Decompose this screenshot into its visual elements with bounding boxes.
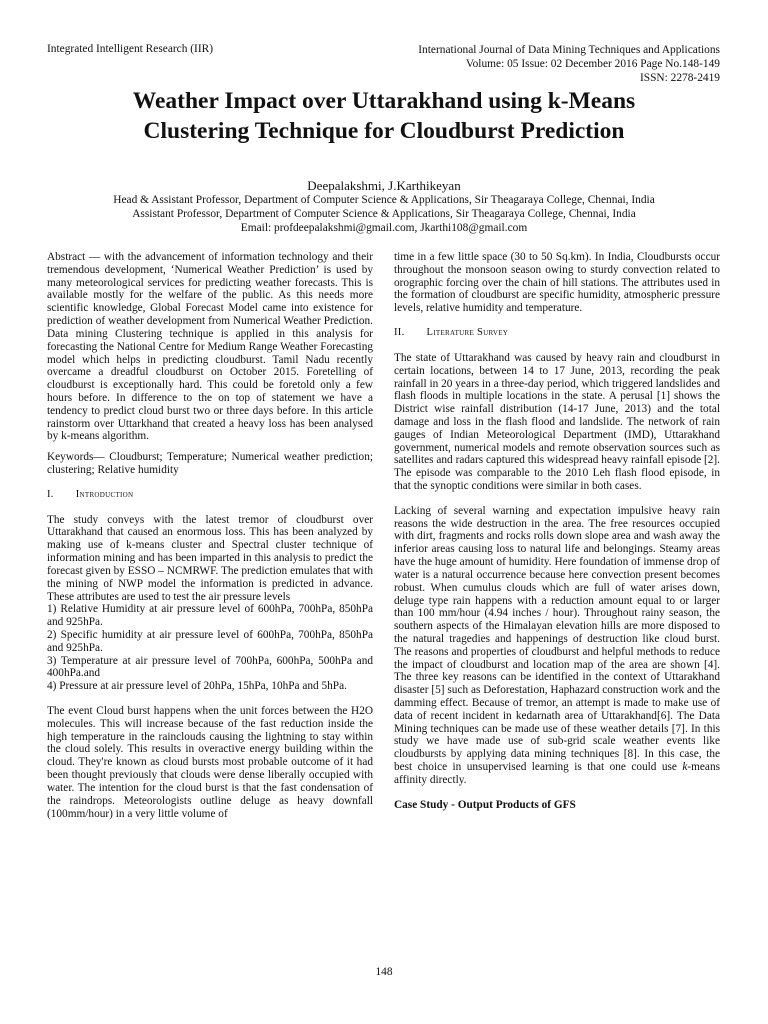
header-right	[418, 43, 720, 86]
affiliation-1: Head & Assistant Professor, Department of Computer Science & Applications, Sir Theagaraya College, Chennai, India	[113, 194, 655, 206]
affiliations	[40, 194, 728, 235]
abstract: Abstract — with the advancement of information technology and their tremendous development, ‘Numerical Weather Prediction’ is used by many meteorological services for predicting weather forecasts. This is available mostly for the welfare of the public. As this needs more scientific knowledge, Global Forecast Model came into existence for prediction of weather development from Numerical Weather Prediction. Data mining Clustering technique is applied in this analysis for forecasting the National Centre for Medium Range Weather Forecasting model which helps in predicting cloudburst. Tamil Nadu recently overcame a dreadful cloudburst on October 2015. Foretelling of cloudburst is exceptionally hard. This could be foretold only a few hours before. In difference to the on top of statement we have a tendency to predict cloud burst two or three days before. In this article rainstorm over Uttarkhand that created a heavy loss has been analysed by k-means algorithm.	[47, 251, 373, 443]
keywords: Keywords— Cloudburst; Temperature; Numerical weather prediction; clustering; Relative humidity	[47, 451, 373, 476]
section-heading-introduction	[47, 489, 373, 502]
list-item: 4) Pressure at air pressure level of 20hPa, 15hPa, 10hPa and 5hPa.	[47, 680, 347, 693]
italic-k: k-	[682, 761, 692, 774]
literature-paragraph-1: The state of Uttarakhand was caused by heavy rain and cloudburst in certain locations, between 14 to 17 June, 2013, recording the peak rainfall in 20 years in a three-day period, which triggered landslides and flash floods in multiple locations in the state. A perusal [1] shows the District wise rainfall distribution (14-17 June, 2013) and the total damage and loss in the flash flood and landslide. The network of rain gauges of Indian Meteorological Department (IMD), Uttarakhand government, numerical models and remote observation sources such as satellites and radars captured this widespread heavy rainfall episode [2]. The episode was comparable to the 2010 Leh flash flood episode, in that the synoptic conditions were similar in both cases.	[394, 351, 720, 492]
paper-title	[40, 86, 728, 146]
intro-paragraph-2: The event Cloud burst happens when the unit forces between the H2O molecules. This will increase because of the fast reduction inside the high temperature in the rainclouds causing the lightning to stay within the cloud solely. This results in overactive energy building within the cloud. They're known as cloud bursts most probable outcome of it had been thought previously that clouds were dense liberally occupied with water. The intention for the cloud burst is that the fast condensation of the raindrops. Meteorologists outline deluge as heavy downfall (100mm/hour) in a very little volume of	[47, 705, 373, 820]
issn: ISSN: 2278-2419	[639, 72, 720, 85]
title-line-1: Weather Impact over Uttarakhand using k-Means	[132, 88, 636, 114]
volume-issue: Volume: 05 Issue: 02 December 2016 Page No.148-149	[465, 58, 720, 71]
section-title: Literature Survey	[426, 327, 509, 339]
journal-name: International Journal of Data Mining Techniques and Applications	[418, 44, 720, 56]
authors: Deepalakshmi, J.Karthikeyan	[307, 178, 461, 193]
section-number: II.	[394, 327, 405, 339]
case-study-heading: Case Study - Output Products of GFS	[394, 798, 576, 811]
left-column	[47, 251, 373, 820]
section-number: I.	[47, 488, 54, 500]
right-column	[394, 251, 720, 812]
title-line-2: Clustering Technique for Cloudburst Prediction	[143, 118, 625, 144]
page-number: 148	[375, 966, 393, 978]
section-title: Introduction	[75, 488, 134, 500]
continued-paragraph: time in a few little space (30 to 50 Sq.km). In India, Cloudbursts occur throughout the monsoon season owing to sturdy convection related to orographic forcing over the chain of hill stations. The attributes used in the formation of cloudburst are specific humidity, atmospheric pressure levels, relative humidity and temperature.	[394, 251, 720, 315]
list-item: 1) Relative Humidity at air pressure level of 600hPa, 700hPa, 850hPa and 925hPa.	[47, 603, 373, 629]
literature-paragraph-2	[394, 505, 720, 787]
literature-text: Lacking of several warning and expectation impulsive heavy rain reasons the wide destruction in the area. The free resources occupied with dirt, fragments and rocks rolls down slope area and wash away the inferior areas causing loss to natural life and belongings. Steamy areas have the huge amount of humidity. Here foundation of immense drop of water is a natural occurrence because here convection present becomes robust. When cumulus clouds which are full of water arises down, deluge type rain happens with a reduction amount equal to or larger than 100 mm/hour (4.94 inches / hour). Throughout rainy season, the southern aspects of the Himalayan elevation hills are more disposed to the natural tragedies and happenings of destruction like cloud burst. The reasons and properties of cloudburst and helpful methods to reduce the impact of cloudburst and location map of the area are shown [4]. The three key reasons can be identified in the context of Uttarakhand disaster [5] such as Deforestation, Haphazard construction work and the damming effect. Because of tremor, an attempt is made to make use of data of recent incident in kedarnath area of Uttarakhand[6]. The Data Mining techniques can be made use of these weather details [7]. In this study we have made use of sub-grid scale weather events like cloudbursts by applying data mining techniques [8]. In this case, the best choice in unsupervised learning is that one could use	[394, 504, 720, 774]
email-line: Email: profdeepalakshmi@gmail.com, Jkarthi108@gmail.com	[240, 221, 528, 234]
section-heading-literature-survey	[394, 327, 720, 340]
affiliation-2: Assistant Professor, Department of Computer Science & Applications, Sir Theagaraya College, Chennai, India	[132, 207, 636, 220]
list-item: 3) Temperature at air pressure level of 700hPa, 600hPa, 500hPa and 400hPa.and	[47, 654, 373, 680]
list-item: 2) Specific humidity at air pressure level of 600hPa, 700hPa, 850hPa and 925hPa.	[47, 628, 373, 654]
literature-text-end: means affinity directly.	[394, 761, 720, 786]
intro-paragraph-1: The study conveys with the latest tremor of cloudburst over Uttarakhand that caused an enormous loss. This has been analyzed by making use of k-means cluster and Spectral cluster technique of information mining and has been imparted in this analysis to predict the forecast given by ESSO – NCMRWF. The prediction emulates that with the mining of NWP model the information is predicted in advance. These attributes are used to test the air pressure levels	[47, 513, 373, 603]
header-left: Integrated Intelligent Research (IIR)	[47, 43, 214, 55]
